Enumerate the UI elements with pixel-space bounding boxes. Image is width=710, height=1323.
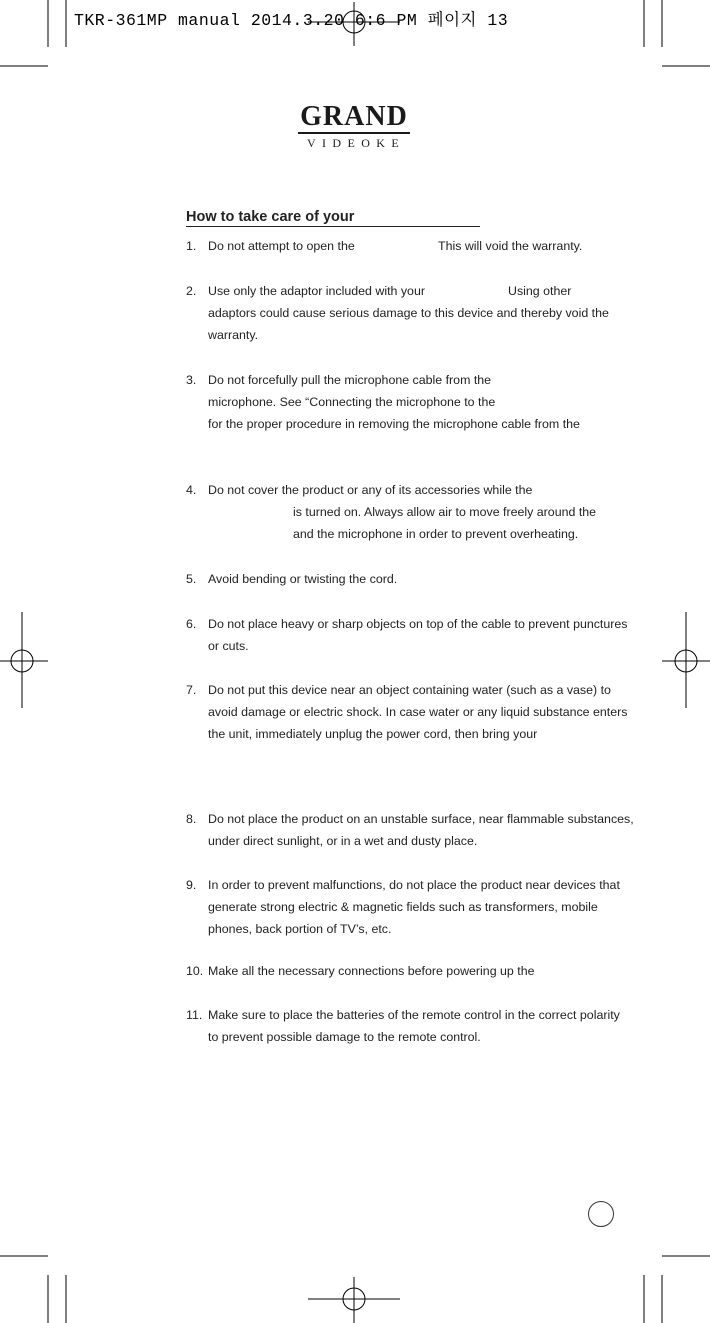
logo-brand: GRAND: [300, 101, 408, 132]
item-text-line: Do not place heavy or sharp objects on top of the cable to prevent punctures: [208, 617, 628, 631]
registration-mark-left: [0, 612, 48, 708]
page-number-circle: [588, 1201, 614, 1227]
item-number: 7.: [186, 683, 197, 697]
item-text-line: Do not attempt to open the: [208, 239, 355, 253]
item-text-line: Do not put this device near an object containing water (such as a vase) to: [208, 683, 611, 697]
section-heading: How to take care of your: [186, 209, 480, 227]
item-number: 2.: [186, 284, 197, 298]
item-text-line: Make all the necessary connections before powering up the: [208, 964, 535, 978]
item-text-line: phones, back portion of TV’s, etc.: [208, 922, 392, 936]
item-text-line: generate strong electric & magnetic fields such as transformers, mobile: [208, 900, 598, 914]
print-header-slug: TKR-361MP manual 2014.3.20 6:6 PM 페이지 13: [74, 11, 509, 30]
item-number: 1.: [186, 239, 197, 253]
item-text-line: Make sure to place the batteries of the remote control in the correct polarity: [208, 1008, 620, 1022]
item-number: 6.: [186, 617, 197, 631]
registration-mark-right: [662, 612, 710, 708]
item-text-line: Using other: [508, 284, 572, 298]
item-text-line: Do not cover the product or any of its accessories while the: [208, 483, 533, 497]
item-text-line: avoid damage or electric shock. In case water or any liquid substance enters: [208, 705, 628, 719]
item-number: 4.: [186, 483, 197, 497]
item-text-line: under direct sunlight, or in a wet and dusty place.: [208, 834, 478, 848]
item-text-line: to prevent possible damage to the remote control.: [208, 1030, 481, 1044]
item-text-line: warranty.: [208, 328, 259, 342]
grand-videoke-logo: [296, 103, 412, 151]
item-number: 10.: [186, 964, 204, 978]
item-number: 3.: [186, 373, 197, 387]
item-text-line: This will void the warranty.: [438, 239, 583, 253]
item-text-line: Use only the adaptor included with your: [208, 284, 425, 298]
item-text-line: the unit, immediately unplug the power cord, then bring your: [208, 727, 538, 741]
item-text-line: Do not place the product on an unstable surface, near flammable substances,: [208, 812, 634, 826]
registration-mark-top: [308, 2, 400, 46]
item-number: 9.: [186, 878, 197, 892]
item-text-line: In order to prevent malfunctions, do not place the product near devices that: [208, 878, 620, 892]
item-number: 8.: [186, 812, 197, 826]
item-text-line: adaptors could cause serious damage to this device and thereby void the: [208, 306, 609, 320]
registration-mark-bottom: [308, 1277, 400, 1323]
item-text-line: for the proper procedure in removing the microphone cable from the: [208, 417, 580, 431]
logo-subtitle: VIDEOKE: [306, 136, 406, 150]
item-number: 5.: [186, 572, 197, 586]
item-text-line: Avoid bending or twisting the cord.: [208, 572, 398, 586]
item-text-line: is turned on. Always allow air to move freely around the: [293, 505, 597, 519]
item-text-line: or cuts.: [208, 639, 249, 653]
item-text-line: Do not forcefully pull the microphone cable from the: [208, 373, 492, 387]
item-number: 11.: [186, 1008, 203, 1022]
logo-rule: [298, 132, 410, 134]
item-text-line: microphone. See “Connecting the microphone to the: [208, 395, 496, 409]
item-text-line: and the microphone in order to prevent overheating.: [293, 527, 579, 541]
